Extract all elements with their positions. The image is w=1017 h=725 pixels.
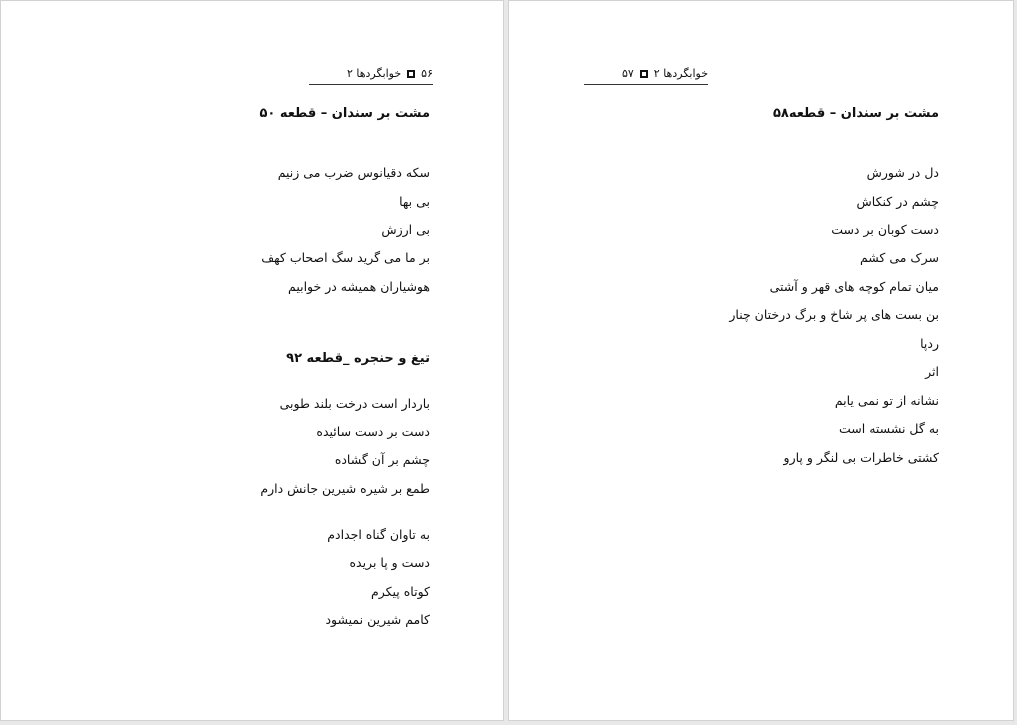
square-ornament-icon — [640, 70, 648, 78]
left-poem-2-line: چشم بر آن گشاده — [334, 452, 430, 467]
right-poem-1-line: اثر — [925, 364, 939, 379]
square-ornament-icon — [407, 70, 415, 78]
right-running-header — [584, 67, 708, 85]
left-poem-2-line: دست بر دست سائیده — [316, 424, 430, 439]
left-page — [0, 0, 504, 721]
left-poem-2-line: کوتاه پیکرم — [370, 584, 430, 599]
left-poem-1-line: سکه دقیانوس ضرب می زنیم — [277, 165, 430, 180]
left-poem-1-title: مشت بر سندان – قطعه ۵۰ — [259, 106, 430, 121]
left-poem-2-line: کامم شیرین نمیشود — [325, 612, 430, 627]
left-poem-2-title: تیغ و حنجره _قطعه ۹۲ — [286, 351, 430, 366]
left-running-header — [309, 67, 433, 85]
right-poem-1-line: کشتی خاطرات بی لنگر و پارو — [783, 450, 939, 465]
left-poem-1-line: بر ما می گرید سگ اصحاب کهف — [261, 250, 430, 265]
right-poem-1-line: بن بست های پر شاخ و برگ درختان چنار — [729, 307, 939, 322]
right-poem-1-line: دست کوبان بر دست — [831, 222, 939, 237]
right-book-title: خوابگردها ۲ — [653, 67, 708, 80]
left-book-title: خوابگردها ۲ — [346, 67, 402, 80]
right-poem-1-line: ردپا — [920, 336, 939, 351]
right-poem-1-line: سرک می کشم — [859, 250, 939, 265]
left-poem-2-line: طمع بر شیره شیرین جانش دارم — [260, 481, 430, 496]
right-poem-1-line: میان تمام کوچه های قهر و آشتی — [769, 279, 939, 294]
right-page — [508, 0, 1014, 721]
right-poem-1-line: به گل نشسته است — [839, 421, 939, 436]
left-poem-2-line: به تاوان گناه اجدادم — [327, 527, 430, 542]
left-poem-2-line: دست و پا بریده — [349, 555, 430, 570]
right-poem-1-title: مشت بر سندان – قطعه۵۸ — [772, 106, 939, 121]
right-poem-1-line: دل در شورش — [866, 165, 939, 180]
right-poem-1-line: چشم در کنکاش — [856, 194, 939, 209]
right-page-number: ۵۷ — [621, 67, 634, 80]
left-poem-1-line: بی ارزش — [381, 222, 430, 237]
left-poem-1-line: بی بها — [399, 194, 430, 209]
left-page-number: ۵۶ — [421, 67, 433, 80]
right-poem-1-line: نشانه از تو نمی یابم — [834, 393, 939, 408]
left-poem-1-line: هوشیاران همیشه در خوابیم — [288, 279, 430, 294]
left-poem-2-line: باردار است درخت بلند طوبی — [279, 396, 430, 411]
